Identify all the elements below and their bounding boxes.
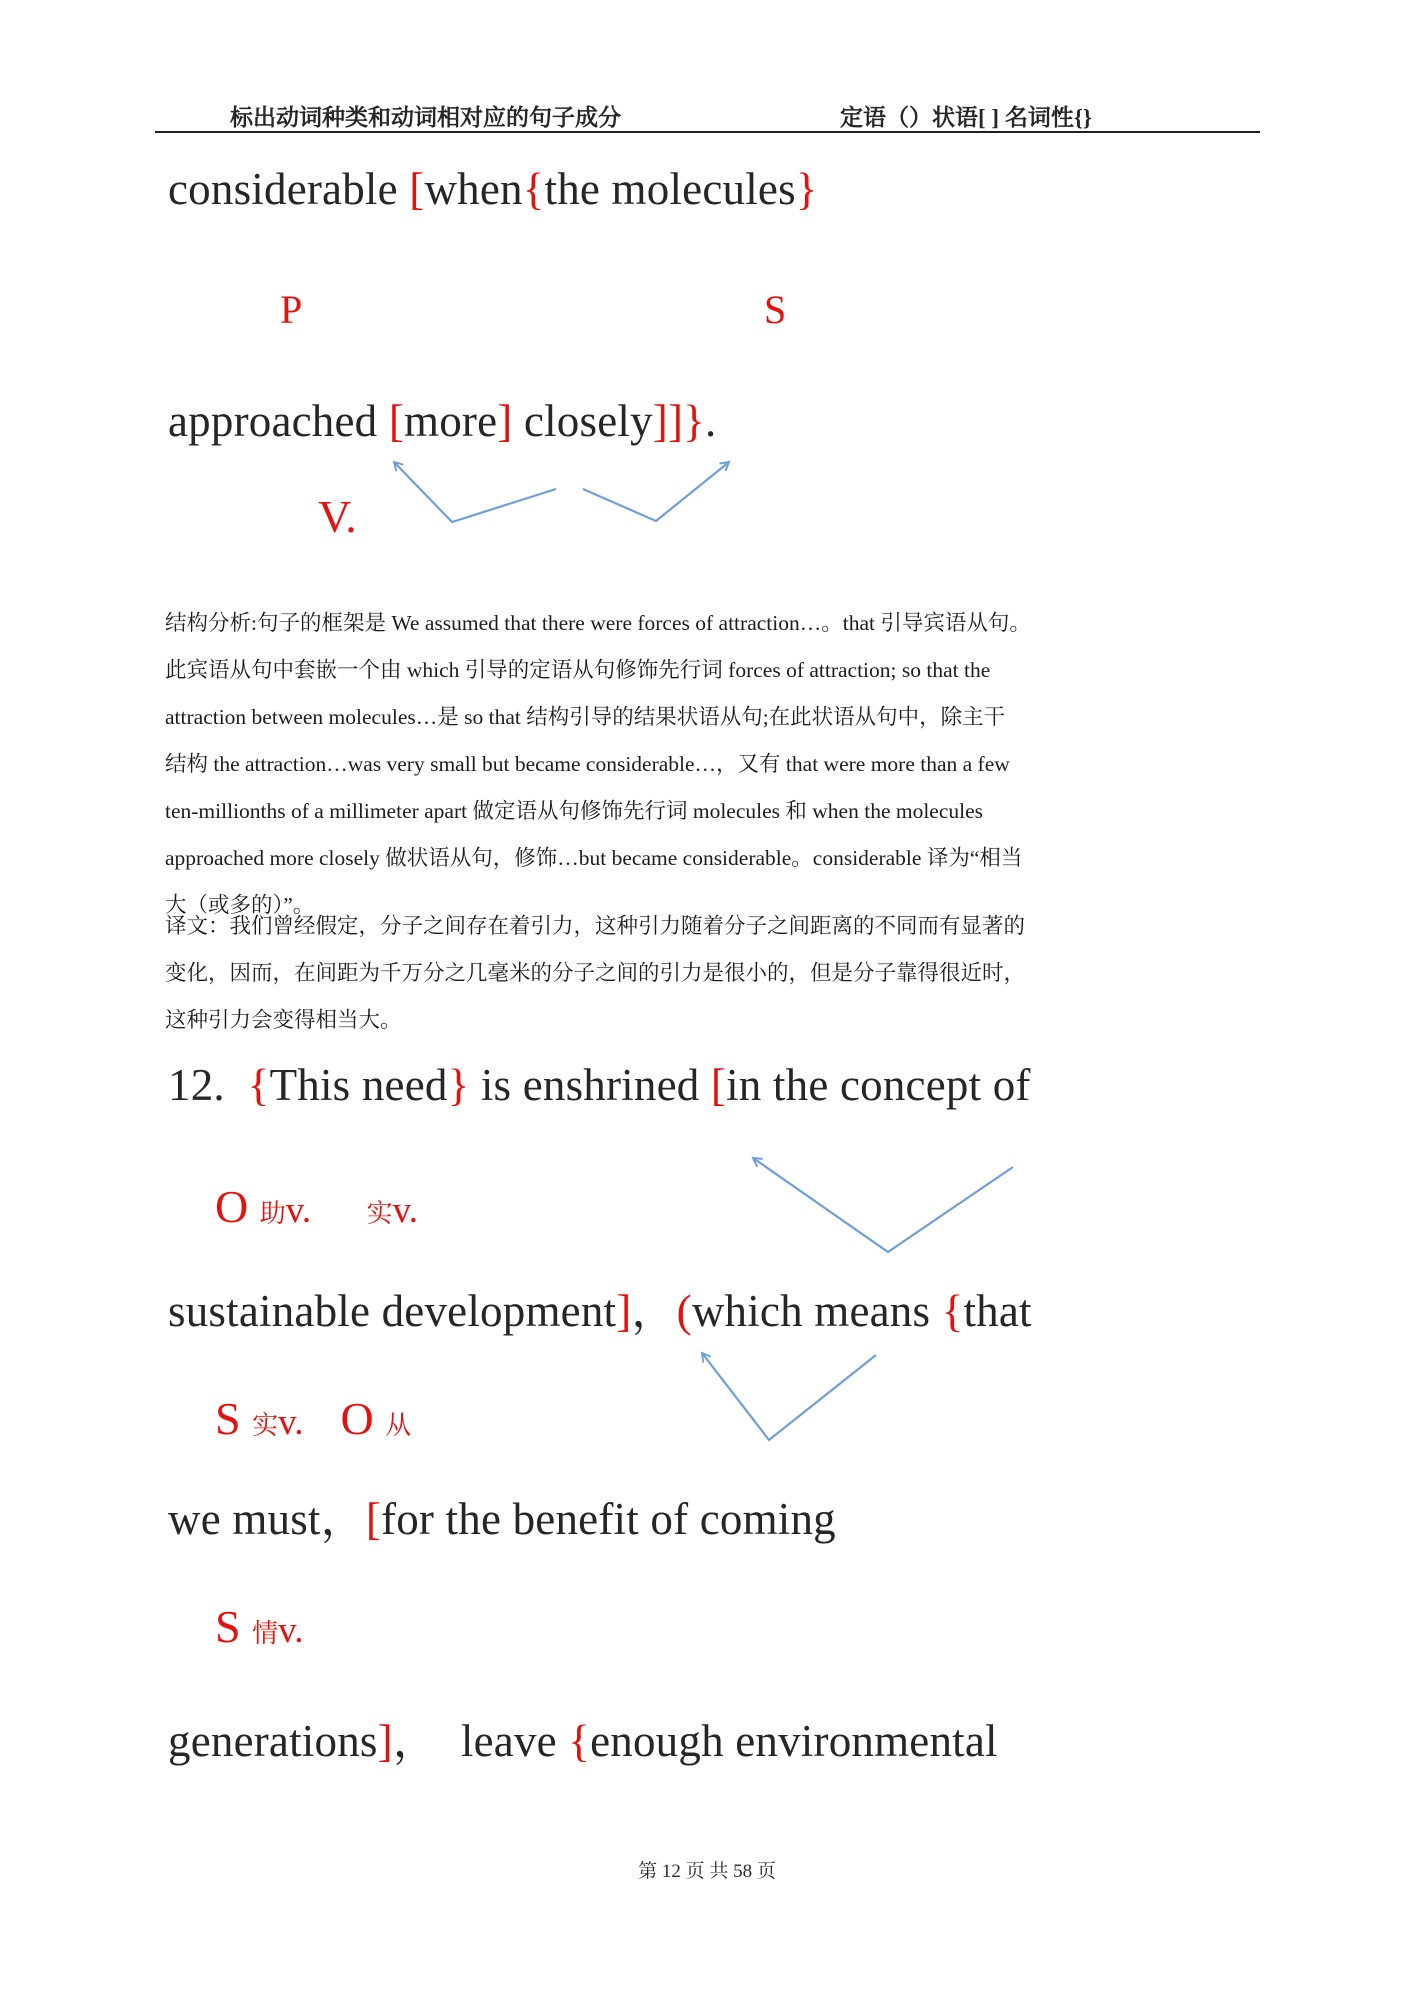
header-legend: 定语（）状语[ ] 名词性{} bbox=[840, 105, 1092, 130]
grammar-label-p: P bbox=[280, 287, 303, 332]
arrow-to-development bbox=[702, 1353, 876, 1440]
arrow-to-closely bbox=[583, 462, 729, 521]
sentence12-line2: sustainable development]，(which means {that bbox=[168, 1286, 1032, 1336]
translation-paragraph: 译文：我们曾经假定，分子之间存在着引力，这种引力随着分子之间距离的不同而有显著的 变化，因而，在间距为千万分之几毫米的分子之间的引力是很小的，但是分子靠得很近时， 这种引力会变得相当大。 bbox=[165, 914, 1026, 1032]
sentence12-line4: generations]， leave {enough environmental bbox=[168, 1716, 998, 1766]
grammar-labels-o-v: O 助v. 实v. bbox=[215, 1181, 418, 1232]
page-number: 第 12 页 共 58 页 bbox=[638, 1861, 776, 1882]
header-title: 标出动词种类和动词相对应的句子成分 bbox=[230, 105, 621, 130]
sentence11-line1: considerable [when{the molecules} bbox=[168, 164, 818, 214]
grammar-labels-s-o: S 实v. O 从 bbox=[215, 1393, 412, 1444]
grammar-labels-s-qing: S 情v. bbox=[215, 1601, 304, 1652]
sentence11-line2: approached [more] closely]]}. bbox=[168, 396, 717, 446]
arrow-to-approached bbox=[394, 462, 556, 522]
arrow-to-enshrined bbox=[753, 1158, 1013, 1252]
grammar-label-v: V. bbox=[318, 491, 357, 542]
sentence12-line3: we must，[for the benefit of coming bbox=[168, 1494, 836, 1544]
header-divider bbox=[155, 131, 1260, 133]
grammar-label-s: S bbox=[764, 287, 787, 332]
structure-analysis-paragraph: 结构分析:句子的框架是 We assumed that there were forces of attraction…。that 引导宾语从句。 此宾语从句中套嵌一个由 which 引导的定语从句修饰先行词 forces of attraction; so that the attraction between molecules…是 so that 结构引导的结果状语从句;在此状语从句中，除主干 结构 the attraction…was very small but became considerable…，又有 that were more than a few ten-millionths of a millimeter apart 做定语从句修饰先行词 molecules 和 when the molecules approached more closely 做状语从句，修饰…but became considerable。considerable 译为“相当 大（或多的）”。 bbox=[165, 611, 1031, 917]
sentence12-line1: 12. {This need} is enshrined [in the concept of bbox=[168, 1060, 1031, 1110]
